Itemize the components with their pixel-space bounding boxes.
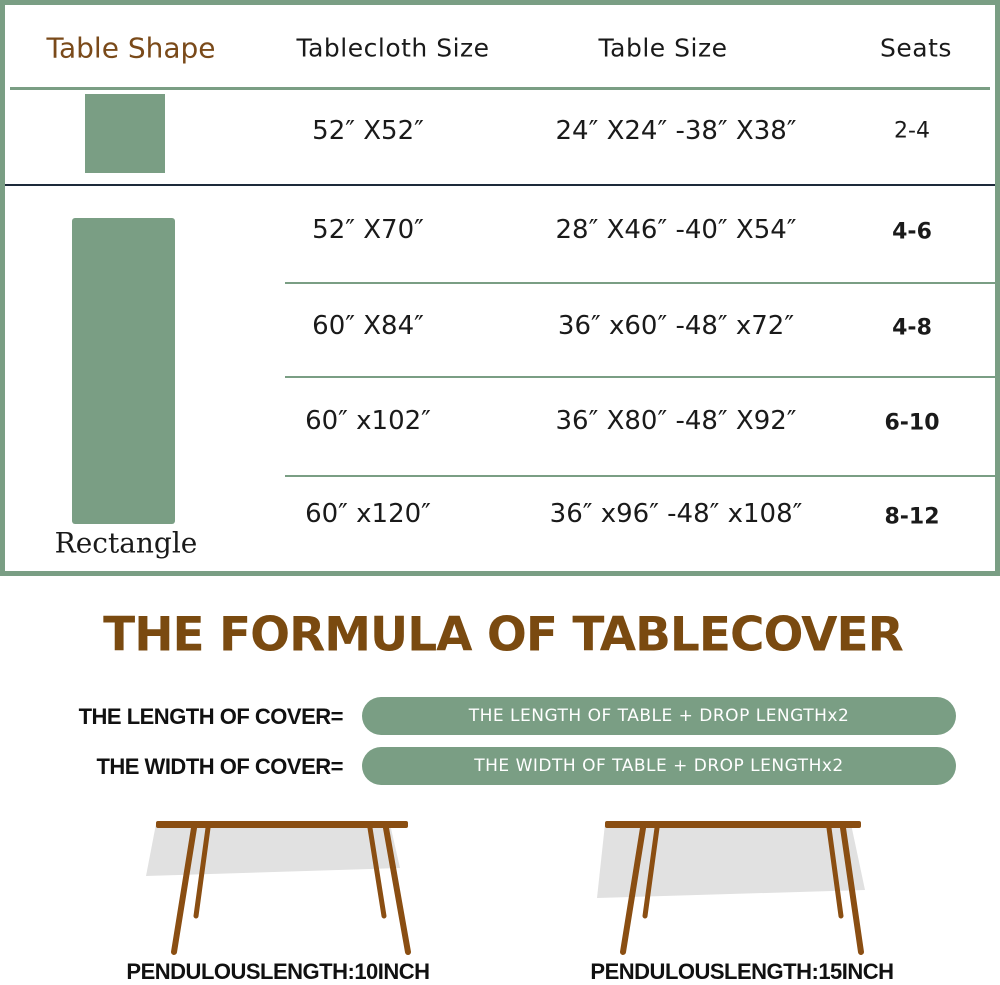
rectangle-shape-swatch	[72, 218, 175, 524]
row-divider	[285, 376, 995, 378]
tablecloth-drape	[146, 824, 400, 876]
tablecloth-size-cell: 52″ X70″	[312, 215, 424, 245]
header-seats: Seats	[880, 33, 952, 63]
width-formula-pill	[362, 747, 956, 785]
row-divider	[285, 282, 995, 284]
formula-title: THE FORMULA OF TABLECOVER	[103, 607, 903, 663]
table-size-cell: 24″ X24″ -38″ X38″	[555, 116, 797, 146]
seats-cell: 6-10	[884, 410, 940, 436]
table-size-cell: 28″ X46″ -40″ X54″	[555, 215, 797, 245]
row-divider	[285, 475, 995, 477]
square-shape-swatch	[85, 94, 165, 173]
diagram-caption-15inch: PENDULOUSLENGTH:15INCH	[590, 959, 894, 984]
seats-cell: 8-12	[884, 504, 940, 530]
header-table-shape: Table Shape	[46, 31, 216, 65]
table-size-cell: 36″ X80″ -48″ X92″	[555, 406, 797, 436]
diagram-caption-10inch: PENDULOUSLENGTH:10INCH	[126, 959, 430, 984]
table-size-cell: 36″ x96″ -48″ x108″	[549, 499, 803, 529]
length-formula-pill	[362, 697, 956, 735]
tablecloth-size-cell: 60″ x120″	[305, 499, 431, 529]
header-tablecloth-size: Tablecloth Size	[296, 33, 490, 63]
header-table-size: Table Size	[598, 33, 728, 63]
tablecloth-size-cell: 52″ X52″	[312, 116, 424, 146]
rectangle-label: Rectangle	[54, 526, 198, 560]
seats-cell: 2-4	[894, 118, 930, 144]
table-drape-diagram-15inch	[593, 810, 873, 960]
tablecloth-size-cell: 60″ x102″	[305, 406, 431, 436]
table-drape-diagram-10inch	[138, 810, 418, 960]
tablecloth-size-cell: 60″ X84″	[312, 311, 424, 341]
seats-cell: 4-8	[892, 315, 932, 341]
seats-cell: 4-6	[892, 219, 932, 245]
row-divider	[5, 184, 995, 186]
width-formula-label: THE WIDTH OF COVER=	[96, 754, 343, 779]
table-leg	[386, 828, 408, 952]
table-size-cell: 36″ x60″ -48″ x72″	[557, 311, 795, 341]
length-formula-label: THE LENGTH OF COVER=	[78, 704, 343, 729]
width-formula-text: THE WIDTH OF TABLE + DROP LENGTHx2	[474, 756, 844, 776]
table-header-row	[10, 10, 990, 90]
length-formula-text: THE LENGTH OF TABLE + DROP LENGTHx2	[468, 706, 850, 726]
